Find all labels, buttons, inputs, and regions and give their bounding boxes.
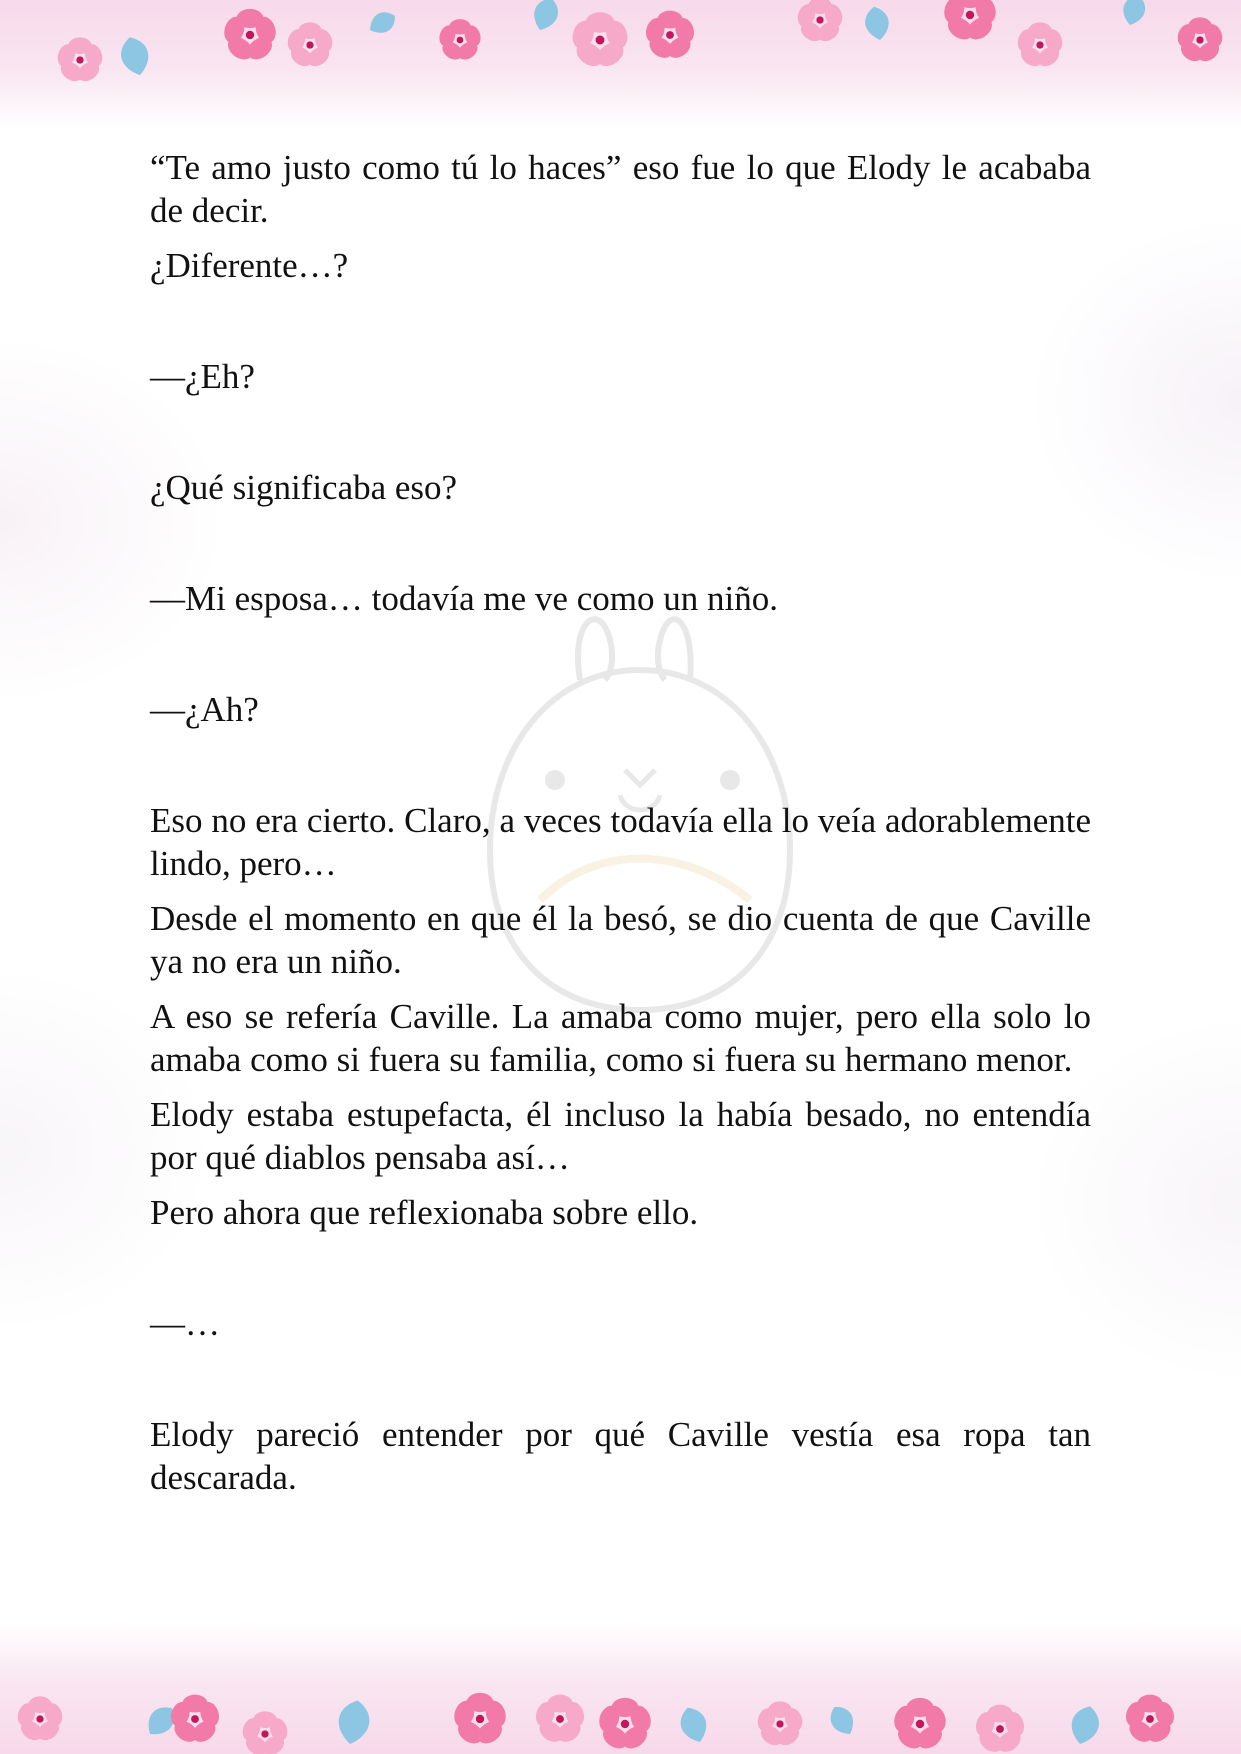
dialogue-line: —¿Eh? (150, 357, 255, 396)
flower-icon (596, 1698, 654, 1753)
leaf-icon (117, 34, 153, 79)
flower-icon (168, 1695, 222, 1746)
story-text (150, 146, 1091, 1499)
flower-icon (285, 22, 335, 70)
paragraph: A eso se refería Caville. La amaba como mujer, pero ella solo lo amaba como si fuera su familia, como si fuera su hermano menor. (150, 997, 1091, 1079)
flower-icon (569, 12, 631, 71)
flower-icon (451, 1693, 509, 1748)
leaf-icon (365, 7, 400, 38)
paragraph: Elody pareció entender por qué Caville vestía esa ropa tan descarada. (150, 1415, 1091, 1497)
paragraph: “Te amo justo como tú lo haces” eso fue lo que Elody le acababa de decir. (150, 148, 1091, 230)
flower-icon (1015, 22, 1065, 70)
top-flower-border (0, 0, 1241, 130)
dialogue-line: —Mi esposa… todavía me ve como un niño. (150, 579, 778, 618)
flower-icon (755, 1701, 805, 1749)
flower-icon (437, 19, 483, 63)
leaf-icon (825, 1702, 859, 1740)
flower-icon (891, 1698, 949, 1753)
leaf-icon (529, 0, 563, 34)
paragraph: ¿Qué significaba eso? (150, 468, 458, 507)
flower-icon (221, 9, 279, 64)
bottom-flower-border (0, 1624, 1241, 1754)
flower-icon (533, 1695, 587, 1746)
flower-icon (795, 0, 845, 45)
bottom-flowers-art (0, 1624, 1241, 1754)
flower-icon (240, 1711, 290, 1754)
flower-icon (55, 37, 105, 85)
flower-icon (643, 11, 697, 62)
leaf-icon (1120, 0, 1149, 28)
paragraph: Elody estaba estupefacta, él incluso la había besado, no entendía por qué diablos pensaba así… (150, 1095, 1091, 1177)
dialogue-line: —¿Ah? (150, 690, 259, 729)
top-flowers-art (0, 0, 1241, 130)
flower-icon (941, 0, 999, 44)
paragraph: Pero ahora que reflexionaba sobre ello. (150, 1193, 699, 1232)
flower-icon (1175, 17, 1225, 65)
flower-icon (15, 1696, 65, 1744)
paragraph: Desde el momento en que él la besó, se dio cuenta de que Caville ya no era un niño. (150, 899, 1091, 981)
paragraph: ¿Diferente…? (150, 246, 349, 285)
leaf-icon (676, 1703, 712, 1746)
dialogue-line: —… (150, 1304, 220, 1343)
flower-icon (1123, 1695, 1177, 1746)
leaf-icon (1067, 1703, 1103, 1748)
flower-icon (973, 1705, 1027, 1754)
paragraph: Eso no era cierto. Claro, a veces todavía ella lo veía adorablemente lindo, pero… (150, 801, 1091, 883)
leaf-icon (335, 1698, 373, 1747)
leaf-icon (863, 5, 892, 42)
